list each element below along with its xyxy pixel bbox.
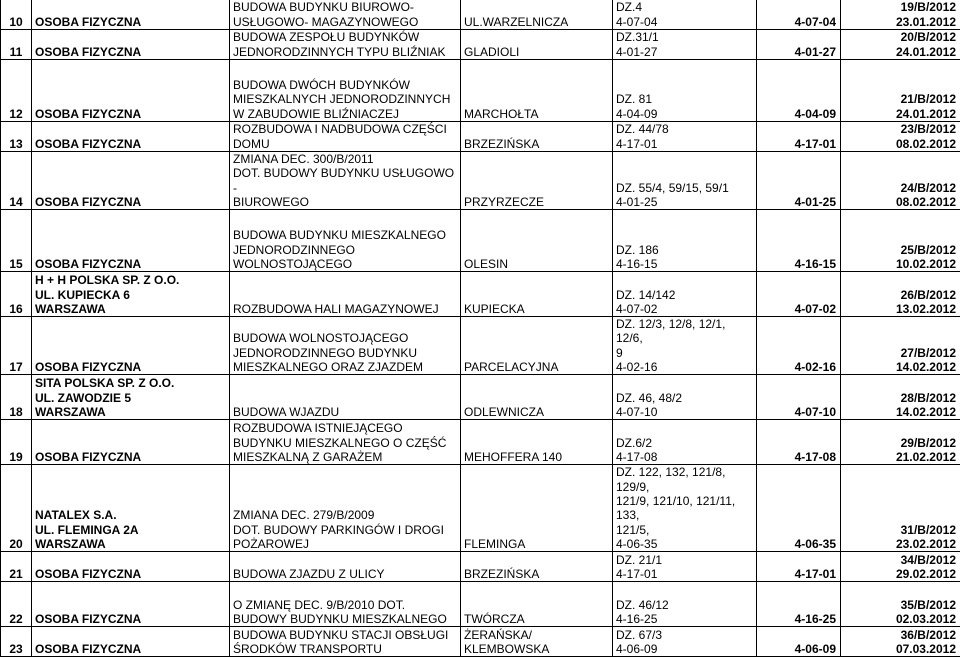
row-number: 11 xyxy=(1,30,32,60)
precinct-code: 4-07-02 xyxy=(757,272,841,317)
investor-name: OSOBA FIZYCZNA xyxy=(32,152,230,210)
plot-number: DZ. 46, 48/2 4-07-10 xyxy=(613,375,757,420)
precinct-code: 4-01-25 xyxy=(757,152,841,210)
table-row xyxy=(1,30,960,60)
table-row xyxy=(1,465,960,552)
project-description: ROZBUDOWA HALI MAGAZYNOWEJ xyxy=(230,272,461,317)
table-row xyxy=(1,122,960,152)
plot-number: DZ. 14/142 4-07-02 xyxy=(613,272,757,317)
street-location: PARCELACYJNA xyxy=(461,317,613,375)
investor-name: NATALEX S.A. UL. FLEMINGA 2A WARSZAWA xyxy=(32,465,230,552)
investor-name: OSOBA FIZYCZNA xyxy=(32,0,230,30)
plot-number: DZ. 122, 132, 121/8, 129/9, 121/9, 121/10, 121/11, 133, 121/5, 4-06-35 xyxy=(613,465,757,552)
street-location: PRZYRZECZE xyxy=(461,152,613,210)
precinct-code: 4-07-10 xyxy=(757,375,841,420)
investor-name: H + H POLSKA SP. Z O.O. UL. KUPIECKA 6 WARSZAWA xyxy=(32,272,230,317)
decision-number-date: 24/B/2012 08.02.2012 xyxy=(841,152,960,210)
table-row xyxy=(1,420,960,465)
plot-number: DZ. 44/78 4-17-01 xyxy=(613,122,757,152)
precinct-code: 4-16-25 xyxy=(757,582,841,627)
investor-name: OSOBA FIZYCZNA xyxy=(32,317,230,375)
plot-number: DZ. 21/1 4-17-01 xyxy=(613,552,757,582)
street-location: BRZEZIŃSKA xyxy=(461,552,613,582)
investor-name: OSOBA FIZYCZNA xyxy=(32,627,230,657)
precinct-code: 4-01-27 xyxy=(757,30,841,60)
precinct-code: 4-07-04 xyxy=(757,0,841,30)
row-number: 14 xyxy=(1,152,32,210)
project-description: BUDOWA BUDYNKU BIUROWO- USŁUGOWO- MAGAZYNOWEGO xyxy=(230,0,461,30)
row-number: 21 xyxy=(1,552,32,582)
project-description: O ZMIANĘ DEC. 9/B/2010 DOT. BUDOWY BUDYNKU MIESZKALNEGO xyxy=(230,582,461,627)
investor-name: OSOBA FIZYCZNA xyxy=(32,582,230,627)
precinct-code: 4-06-09 xyxy=(757,627,841,657)
plot-number: DZ. 81 4-04-09 xyxy=(613,60,757,122)
decision-number-date: 19/B/2012 23.01.2012 xyxy=(841,0,960,30)
project-description: ZMIANA DEC. 279/B/2009 DOT. BUDOWY PARKINGÓW I DROGI POŻAROWEJ xyxy=(230,465,461,552)
street-location: KUPIECKA xyxy=(461,272,613,317)
precinct-code: 4-17-01 xyxy=(757,552,841,582)
investor-name: OSOBA FIZYCZNA xyxy=(32,210,230,272)
table-row xyxy=(1,272,960,317)
plot-number: DZ.4 4-07-04 xyxy=(613,0,757,30)
project-description: BUDOWA WOLNOSTOJĄCEGO JEDNORODZINNEGO BUDYNKU MIESZKALNEGO ORAZ ZJAZDEM xyxy=(230,317,461,375)
row-number: 12 xyxy=(1,60,32,122)
decision-number-date: 36/B/2012 07.03.2012 xyxy=(841,627,960,657)
decision-number-date: 23/B/2012 08.02.2012 xyxy=(841,122,960,152)
street-location: UL.WARZELNICZA xyxy=(461,0,613,30)
plot-number: DZ. 46/12 4-16-25 xyxy=(613,582,757,627)
row-number: 15 xyxy=(1,210,32,272)
project-description: BUDOWA DWÓCH BUDYNKÓW MIESZKALNYCH JEDNORODZINNYCH W ZABUDOWIE BLIŹNIACZEJ xyxy=(230,60,461,122)
project-description: ROZBUDOWA I NADBUDOWA CZĘŚCI DOMU xyxy=(230,122,461,152)
row-number: 16 xyxy=(1,272,32,317)
table-row xyxy=(1,152,960,210)
project-description: ZMIANA DEC. 300/B/2011 DOT. BUDOWY BUDYNKU USŁUGOWO - BIUROWEGO xyxy=(230,152,461,210)
precinct-code: 4-02-16 xyxy=(757,317,841,375)
investor-name: OSOBA FIZYCZNA xyxy=(32,122,230,152)
investor-name: OSOBA FIZYCZNA xyxy=(32,60,230,122)
precinct-code: 4-16-15 xyxy=(757,210,841,272)
investor-name: OSOBA FIZYCZNA xyxy=(32,30,230,60)
decision-number-date: 25/B/2012 10.02.2012 xyxy=(841,210,960,272)
decision-number-date: 20/B/2012 24.01.2012 xyxy=(841,30,960,60)
precinct-code: 4-06-35 xyxy=(757,465,841,552)
street-location: BRZEZIŃSKA xyxy=(461,122,613,152)
street-location: MEHOFFERA 140 xyxy=(461,420,613,465)
project-description: BUDOWA ZESPOŁU BUDYNKÓW JEDNORODZINNYCH TYPU BLIŹNIAK xyxy=(230,30,461,60)
row-number: 10 xyxy=(1,0,32,30)
table-row xyxy=(1,317,960,375)
precinct-code: 4-17-01 xyxy=(757,122,841,152)
investor-name: OSOBA FIZYCZNA xyxy=(32,552,230,582)
decision-number-date: 35/B/2012 02.03.2012 xyxy=(841,582,960,627)
project-description: ROZBUDOWA ISTNIEJĄCEGO BUDYNKU MIESZKALNEGO O CZĘŚĆ MIESZKALNĄ Z GARAŻEM xyxy=(230,420,461,465)
row-number: 22 xyxy=(1,582,32,627)
investor-name: SITA POLSKA SP. Z O.O. UL. ZAWODZIE 5 WARSZAWA xyxy=(32,375,230,420)
table-row xyxy=(1,0,960,30)
row-number: 18 xyxy=(1,375,32,420)
investor-name: OSOBA FIZYCZNA xyxy=(32,420,230,465)
row-number: 17 xyxy=(1,317,32,375)
row-number: 20 xyxy=(1,465,32,552)
decision-number-date: 28/B/2012 14.02.2012 xyxy=(841,375,960,420)
project-description: BUDOWA ZJAZDU Z ULICY xyxy=(230,552,461,582)
street-location: MARCHOŁTA xyxy=(461,60,613,122)
table-row xyxy=(1,582,960,627)
table-row xyxy=(1,60,960,122)
table-row xyxy=(1,552,960,582)
row-number: 23 xyxy=(1,627,32,657)
precinct-code: 4-17-08 xyxy=(757,420,841,465)
plot-number: DZ. 12/3, 12/8, 12/1, 12/6, 9 4-02-16 xyxy=(613,317,757,375)
decision-number-date: 31/B/2012 23.02.2012 xyxy=(841,465,960,552)
plot-number: DZ.6/2 4-17-08 xyxy=(613,420,757,465)
decision-number-date: 21/B/2012 24.01.2012 xyxy=(841,60,960,122)
table-body xyxy=(1,0,960,657)
street-location: OLESIN xyxy=(461,210,613,272)
decision-number-date: 26/B/2012 13.02.2012 xyxy=(841,272,960,317)
decision-number-date: 34/B/2012 29.02.2012 xyxy=(841,552,960,582)
precinct-code: 4-04-09 xyxy=(757,60,841,122)
street-location: ŻERAŃSKA/ KLEMBOWSKA xyxy=(461,627,613,657)
plot-number: DZ. 186 4-16-15 xyxy=(613,210,757,272)
table-row xyxy=(1,375,960,420)
row-number: 13 xyxy=(1,122,32,152)
project-description: BUDOWA BUDYNKU MIESZKALNEGO JEDNORODZINNEGO WOLNOSTOJĄCEGO xyxy=(230,210,461,272)
table-row xyxy=(1,210,960,272)
plot-number: DZ. 67/3 4-06-09 xyxy=(613,627,757,657)
street-location: TWÓRCZA xyxy=(461,582,613,627)
row-number: 19 xyxy=(1,420,32,465)
project-description: BUDOWA BUDYNKU STACJI OBSŁUGI ŚRODKÓW TRANSPORTU xyxy=(230,627,461,657)
street-location: FLEMINGA xyxy=(461,465,613,552)
decision-number-date: 29/B/2012 21.02.2012 xyxy=(841,420,960,465)
decision-number-date: 27/B/2012 14.02.2012 xyxy=(841,317,960,375)
plot-number: DZ.31/1 4-01-27 xyxy=(613,30,757,60)
project-description: BUDOWA WJAZDU xyxy=(230,375,461,420)
street-location: ODLEWNICZA xyxy=(461,375,613,420)
street-location: GLADIOLI xyxy=(461,30,613,60)
plot-number: DZ. 55/4, 59/15, 59/1 4-01-25 xyxy=(613,152,757,210)
table-row xyxy=(1,627,960,657)
